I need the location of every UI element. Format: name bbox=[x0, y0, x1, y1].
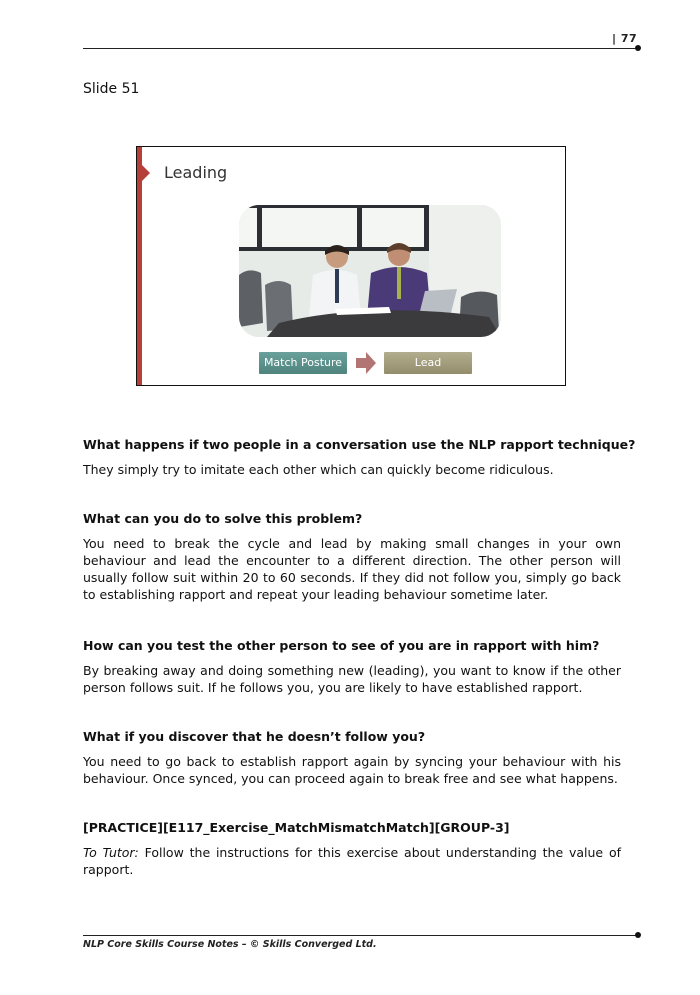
flow-step-match-posture: Match Posture bbox=[259, 352, 347, 374]
slide-photo bbox=[239, 205, 501, 337]
tutor-label: To Tutor: bbox=[83, 845, 139, 860]
slide-label: Slide 51 bbox=[83, 81, 140, 97]
answer-1: They simply try to imitate each other which can quickly become ridiculous. bbox=[83, 462, 554, 477]
header-rule-dot bbox=[635, 45, 641, 51]
question-3: How can you test the other person to see of you are in rapport with him? bbox=[83, 638, 600, 653]
practice-tag: [PRACTICE][E117_Exercise_MatchMismatchMatch][GROUP-3] bbox=[83, 820, 510, 835]
slide-accent-bar bbox=[137, 147, 142, 385]
footer-rule bbox=[83, 935, 638, 936]
answer-4: You need to go back to establish rapport again by syncing your behaviour with his behaviour. Once synced, you can proceed again to break free and see what happens. bbox=[83, 754, 621, 786]
question-2: What can you do to solve this problem? bbox=[83, 511, 363, 526]
answer-2: You need to break the cycle and lead by making small changes in your own behaviour and lead the encounter to a different direction. The other person will usually follow suit within 20 to 60 seconds. If they did not follow you, simply go back to establishing rapport and repeat your leading behaviour sometime later. bbox=[83, 536, 621, 602]
tutor-note bbox=[83, 844, 621, 878]
answer-3: By breaking away and doing something new (leading), you want to know if the other person follows suit. If he follows you, you are likely to have established rapport. bbox=[83, 663, 621, 695]
page-number: | 77 bbox=[612, 32, 638, 45]
slide-title-marker-icon bbox=[142, 165, 150, 181]
question-4: What if you discover that he doesn’t follow you? bbox=[83, 729, 426, 744]
slide-frame bbox=[136, 146, 566, 386]
tutor-text: Follow the instructions for this exercise about understanding the value of rapport. bbox=[83, 845, 621, 877]
flow-step-lead: Lead bbox=[384, 352, 472, 374]
header-rule bbox=[83, 48, 638, 49]
slide-title: Leading bbox=[164, 163, 228, 182]
footer-text: NLP Core Skills Course Notes – © Skills Converged Ltd. bbox=[83, 939, 377, 950]
meeting-photo-illustration bbox=[239, 205, 501, 337]
question-1: What happens if two people in a conversation use the NLP rapport technique? bbox=[83, 437, 636, 452]
footer-rule-dot bbox=[635, 932, 641, 938]
flow-arrow-icon bbox=[356, 352, 376, 374]
